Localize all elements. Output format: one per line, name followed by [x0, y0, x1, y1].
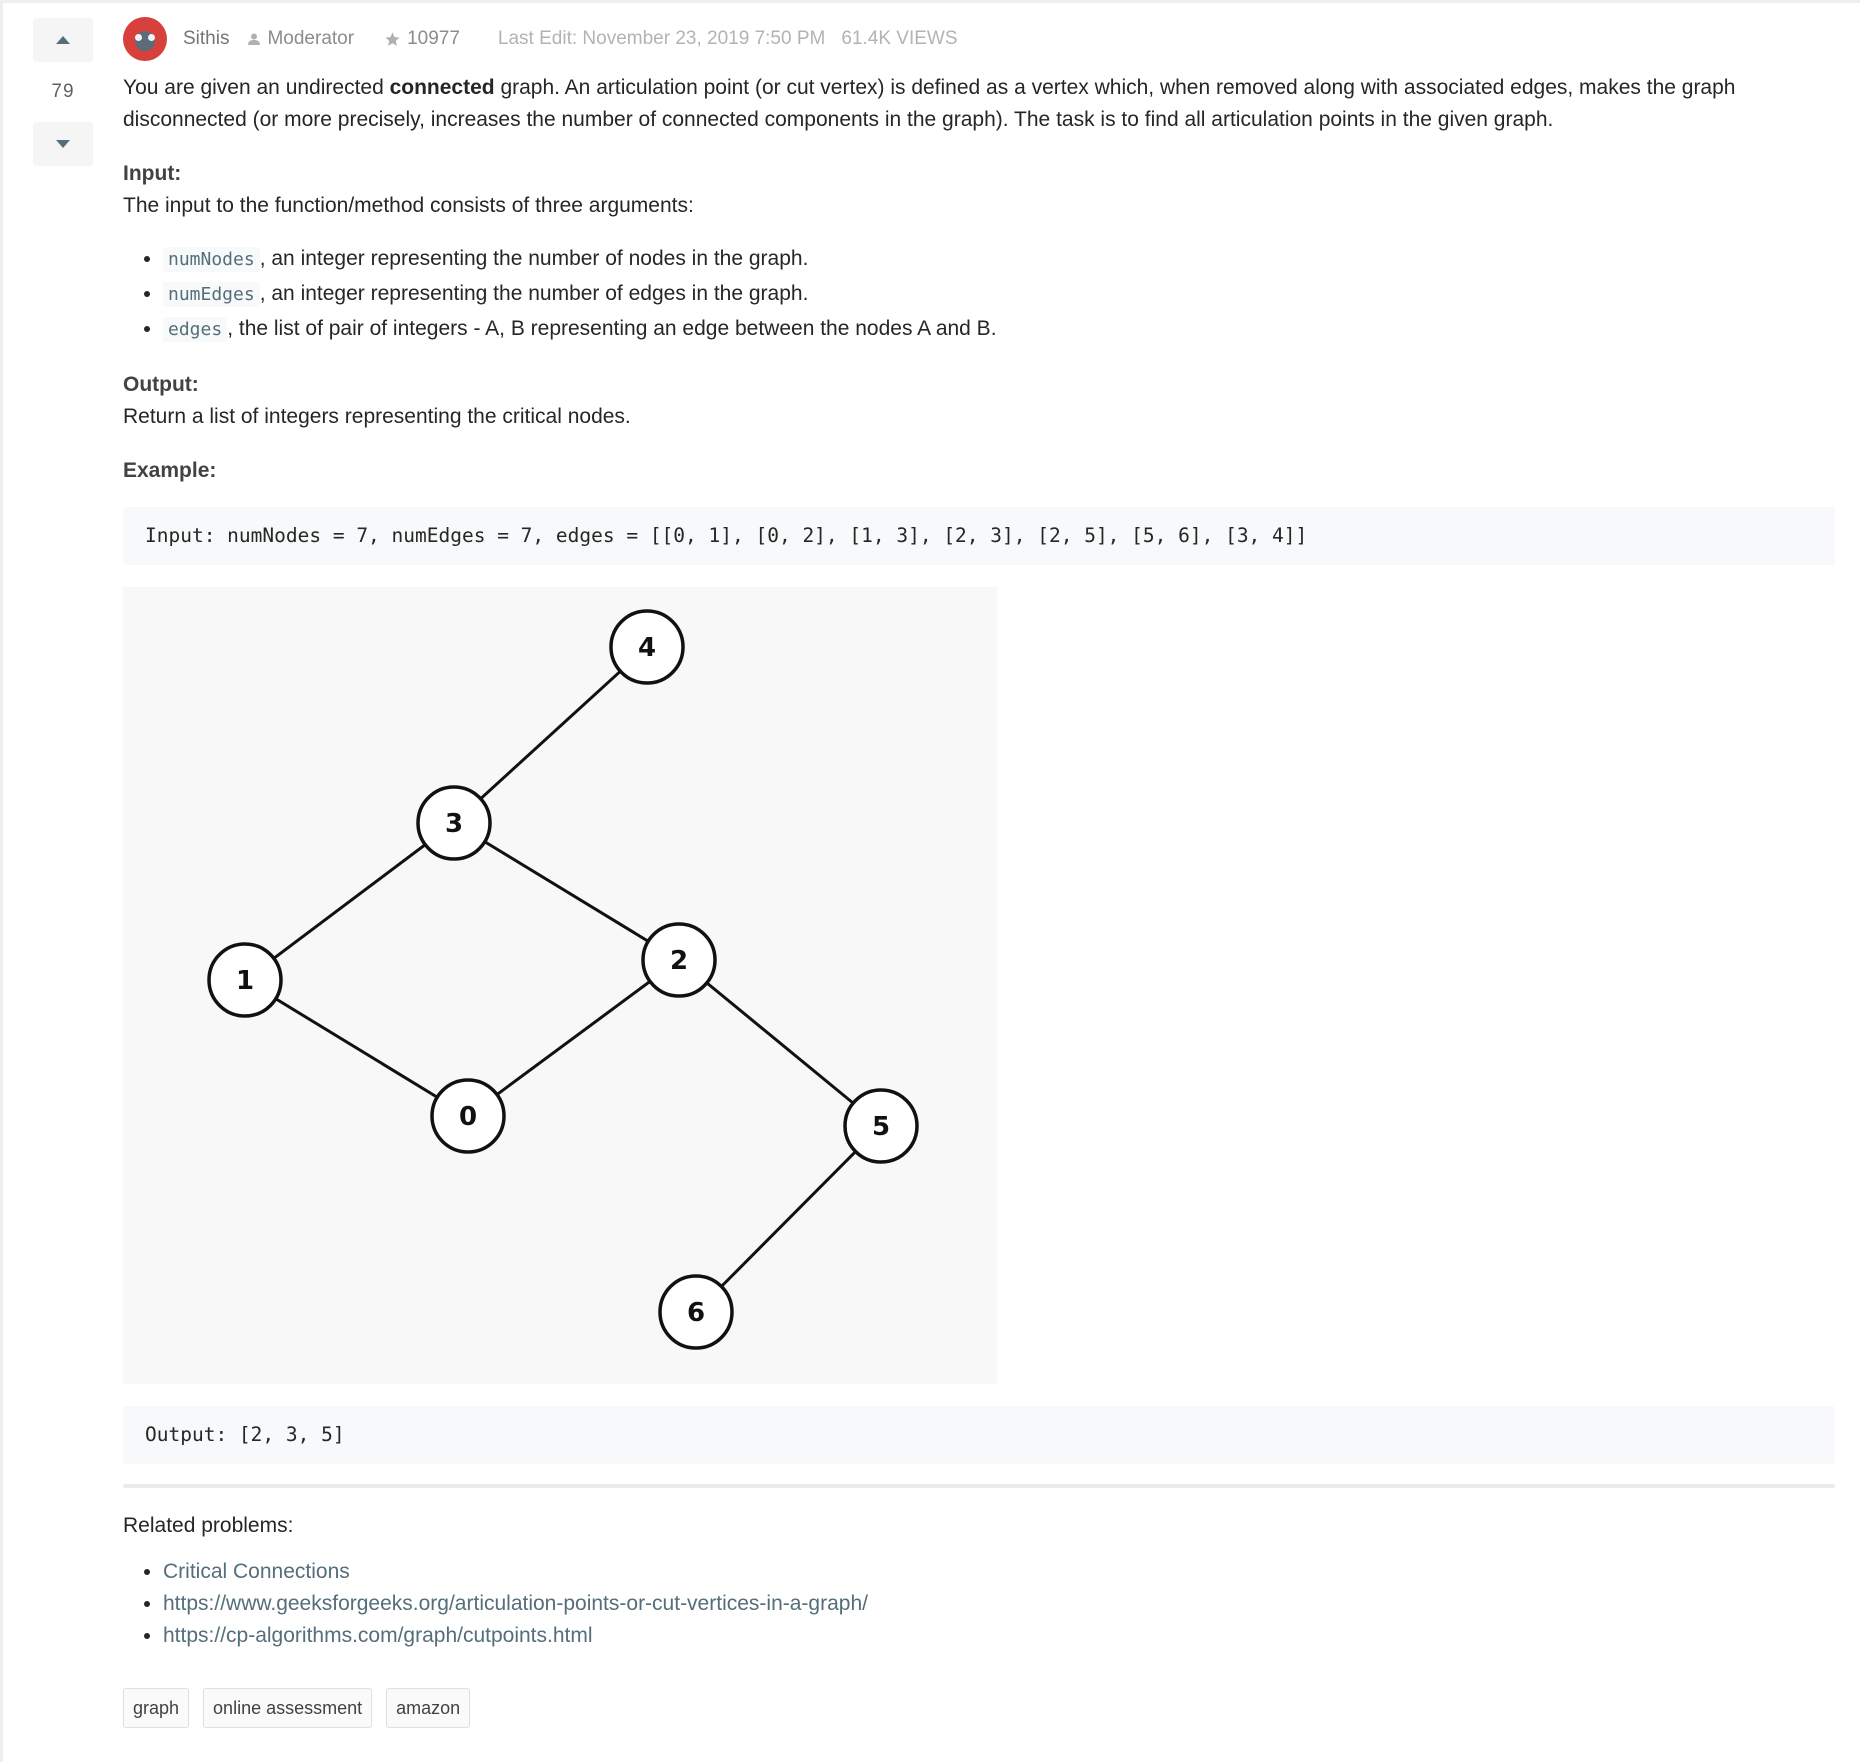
tag-graph[interactable]: graph	[123, 1688, 189, 1728]
related-list	[123, 1556, 1835, 1652]
graph-edge-2-5	[679, 960, 881, 1126]
list-item	[163, 312, 1835, 347]
author-name[interactable]: Sithis	[183, 28, 230, 49]
argument-list	[123, 242, 1835, 347]
graph-node-5	[845, 1090, 917, 1162]
intro-text-start: You are given an undirected	[123, 76, 390, 99]
avatar-eye	[135, 34, 142, 41]
example-output-code: Output: [2, 3, 5]	[123, 1406, 1835, 1464]
graph-node-1	[209, 944, 281, 1016]
list-item	[163, 1620, 1835, 1652]
graph-node-label: 6	[686, 1298, 706, 1328]
caret-up-icon	[56, 36, 70, 44]
graph-diagram	[123, 587, 997, 1384]
output-heading: Output:	[123, 373, 199, 396]
intro-text-end: graph. An articulation point (or cut vertex) is defined as a vertex which, when removed along with associated edges, makes the graph disconnected (or more precisely, increases the number of connected components in the graph). The task is to find all articulation points in the given graph.	[123, 76, 1736, 131]
output-section	[123, 369, 1835, 433]
avatar[interactable]	[123, 17, 167, 61]
list-item	[163, 1556, 1835, 1588]
related-link[interactable]: https://cp-algorithms.com/graph/cutpoints.html	[163, 1624, 593, 1647]
reputation	[384, 28, 460, 50]
star-icon	[384, 31, 401, 48]
argument-description: , an integer representing the number of nodes in the graph.	[259, 247, 809, 270]
graph-node-label: 2	[669, 946, 689, 976]
avatar-eye	[148, 34, 155, 41]
graph-edge-3-4	[454, 647, 647, 823]
graph-node-label: 5	[871, 1112, 891, 1142]
intro-paragraph	[123, 72, 1835, 136]
argument-description: , an integer representing the number of edges in the graph.	[259, 282, 809, 305]
input-text: The input to the function/method consists of three arguments:	[123, 194, 694, 217]
divider	[123, 1484, 1835, 1488]
downvote-button[interactable]	[33, 122, 93, 166]
graph-image	[123, 587, 997, 1384]
role-badge	[247, 28, 354, 50]
graph-node-label: 1	[235, 966, 255, 996]
list-item	[163, 277, 1835, 312]
vote-count: 79	[51, 81, 75, 102]
input-section	[123, 158, 1835, 347]
tag-list	[123, 1688, 1835, 1728]
graph-node-2	[643, 924, 715, 996]
graph-node-4	[611, 611, 683, 683]
output-text: Return a list of integers representing the critical nodes.	[123, 405, 631, 428]
caret-down-icon	[56, 140, 70, 148]
graph-edge-0-1	[245, 980, 468, 1116]
input-heading: Input:	[123, 162, 182, 185]
graph-edge-0-2	[468, 960, 679, 1116]
post-content	[123, 14, 1835, 1728]
reputation-value: 10977	[407, 28, 460, 49]
upvote-button[interactable]	[33, 18, 93, 62]
list-item	[163, 1588, 1835, 1620]
example-input-code: Input: numNodes = 7, numEdges = 7, edges = [[0, 1], [0, 2], [1, 3], [2, 3], [2, 5], [5, 6], [3, 4]]	[123, 507, 1835, 565]
graph-edge-1-3	[245, 823, 454, 980]
graph-node-label: 4	[637, 633, 657, 663]
graph-edge-5-6	[696, 1126, 881, 1312]
graph-edge-2-3	[454, 823, 679, 960]
example-heading: Example:	[123, 459, 217, 482]
vote-column	[33, 18, 93, 166]
related-link[interactable]: https://www.geeksforgeeks.org/articulation-points-or-cut-vertices-in-a-graph/	[163, 1592, 868, 1615]
list-item	[163, 242, 1835, 277]
graph-node-label: 0	[458, 1102, 478, 1132]
graph-node-0	[432, 1080, 504, 1152]
inline-code: edges	[163, 317, 227, 342]
related-section	[123, 1510, 1835, 1652]
user-icon	[247, 32, 261, 46]
example-section	[123, 455, 1835, 1464]
last-edit: Last Edit: November 23, 2019 7:50 PM	[497, 28, 826, 49]
argument-description: , the list of pair of integers - A, B representing an edge between the nodes A and B.	[227, 317, 997, 340]
inline-code: numEdges	[163, 282, 260, 307]
tag-amazon[interactable]: amazon	[386, 1688, 470, 1728]
graph-node-6	[660, 1276, 732, 1348]
related-link[interactable]: Critical Connections	[163, 1560, 350, 1583]
post-meta	[123, 14, 1835, 64]
graph-node-3	[418, 787, 490, 859]
intro-bold: connected	[389, 76, 495, 99]
tag-online-assessment[interactable]: online assessment	[203, 1688, 372, 1728]
view-count: 61.4K VIEWS	[841, 28, 958, 49]
related-heading: Related problems:	[123, 1514, 294, 1537]
role-label: Moderator	[267, 28, 355, 49]
inline-code: numNodes	[163, 247, 260, 272]
graph-node-label: 3	[444, 809, 464, 839]
